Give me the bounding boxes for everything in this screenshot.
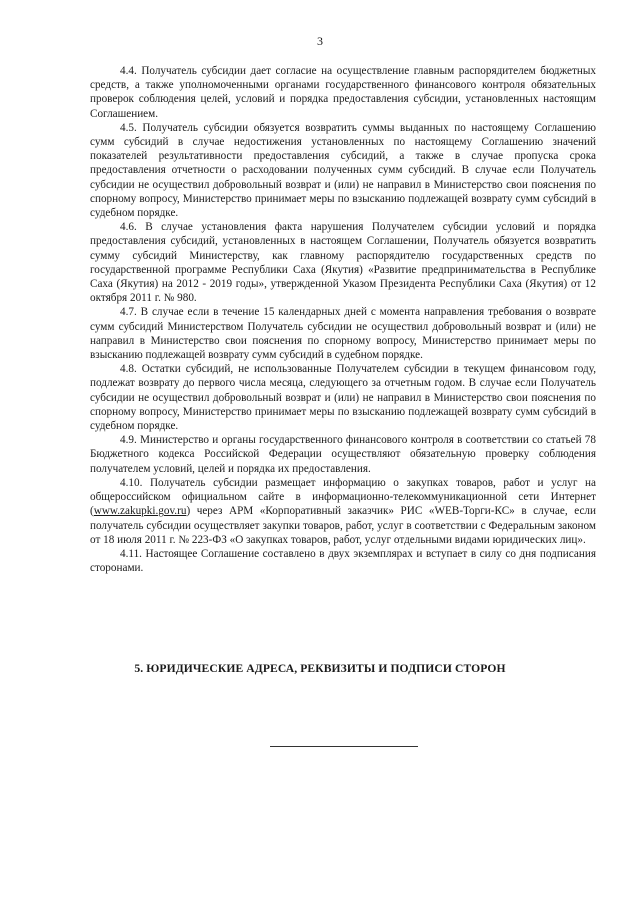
paragraph-4-4: 4.4. Получатель субсидии дает согласие на осуществление главным распорядителем бюджетных средств, а также уполномоченными органами государственного финансового контроля обязательных проверок соблюдения целей, условий и порядка предоставления субсидии, установленных настоящим Соглашением.	[90, 65, 596, 120]
paragraph-4-11: 4.11. Настоящее Соглашение составлено в двух экземплярах и вступает в силу со дня подписания сторонами.	[90, 547, 596, 575]
section-heading: 5. ЮРИДИЧЕСКИЕ АДРЕСА, РЕКВИЗИТЫ И ПОДПИСИ СТОРОН	[134, 662, 506, 675]
paragraph-4-10-text-start: 4.10. Получатель субсидии размещает информацию о закупках товаров, работ и услуг на общероссийском официальном сайте в информационно-телекоммуникационной сети Интернет (	[90, 476, 596, 518]
paragraph-4-6: 4.6. В случае установления факта нарушения Получателем субсидии условий и порядка предоставления субсидий, установленных в настоящем Соглашении, Получатель обязуется возвратить сумму субсидий Министерству, как главному распорядителю государственных средств по государственной программе Республики Саха (Якутия) «Развитие предпринимательства в Республике Саха (Якутия) на 2012 - 2019 годы», утвержденной Указом Президента Республики Саха (Якутия) от 12 октября 2011 г. № 980.	[90, 221, 596, 305]
paragraph-4-7: 4.7. В случае если в течение 15 календарных дней с момента направления требования о возврате сумм субсидий Министерством Получатель субсидии не осуществил добровольный возврат и (или) не направил в Министерство свои пояснения по спорному вопросу, Министерство принимает меры по взысканию подлежащей возврату сумм субсидий в судебном порядке.	[90, 306, 596, 362]
page-number: 3	[317, 34, 323, 48]
document-body	[90, 64, 596, 575]
paragraph-4-10	[90, 476, 596, 547]
zakupki-link[interactable]: www.zakupki.gov.ru	[93, 505, 187, 518]
footer-divider	[270, 746, 418, 747]
paragraph-4-10-text-end: ) через АРМ «Корпоративный заказчик» РИС «WEB-Торги-КС» в случае, если получатель субсидии осуществляет закупки товаров, работ, услуг в соответствии с Федеральным законом от 18 июля 2011 г. № 223-ФЗ «О закупках товаров, работ, услуг отдельными видами юридических лиц».	[90, 505, 596, 546]
paragraph-4-8: 4.8. Остатки субсидий, не использованные Получателем субсидии в текущем финансовом году, подлежат возврату до первого числа месяца, следующего за отчетным годом. В случае если Получатель субсидии не осуществил добровольный возврат и (или) не направил в Министерство свои пояснения по спорному вопросу, Министерство принимает меры по взысканию подлежащей возврату сумм субсидий в судебном порядке.	[90, 363, 596, 433]
paragraph-4-5: 4.5. Получатель субсидии обязуется возвратить суммы выданных по настоящему Соглашению сумм субсидий в случае недостижения установленных по настоящему Соглашению значений показателей результативности предоставления субсидий, а также в случае пропуска срока предоставления отчетности о расходовании полученных сумм субсидий. В случае если Получатель субсидии не осуществил добровольный возврат и (или) не направил в Министерство свои пояснения по спорному вопросу, Министерство принимает меры по взысканию подлежащей возврату сумм субсидий в судебном порядке.	[90, 121, 596, 220]
paragraph-4-9: 4.9. Министерство и органы государственного финансового контроля в соответствии со статьей 78 Бюджетного кодекса Российской Федерации осуществляют обязательную проверку соблюдения получателем условий, целей и порядка их предоставления.	[90, 434, 596, 475]
